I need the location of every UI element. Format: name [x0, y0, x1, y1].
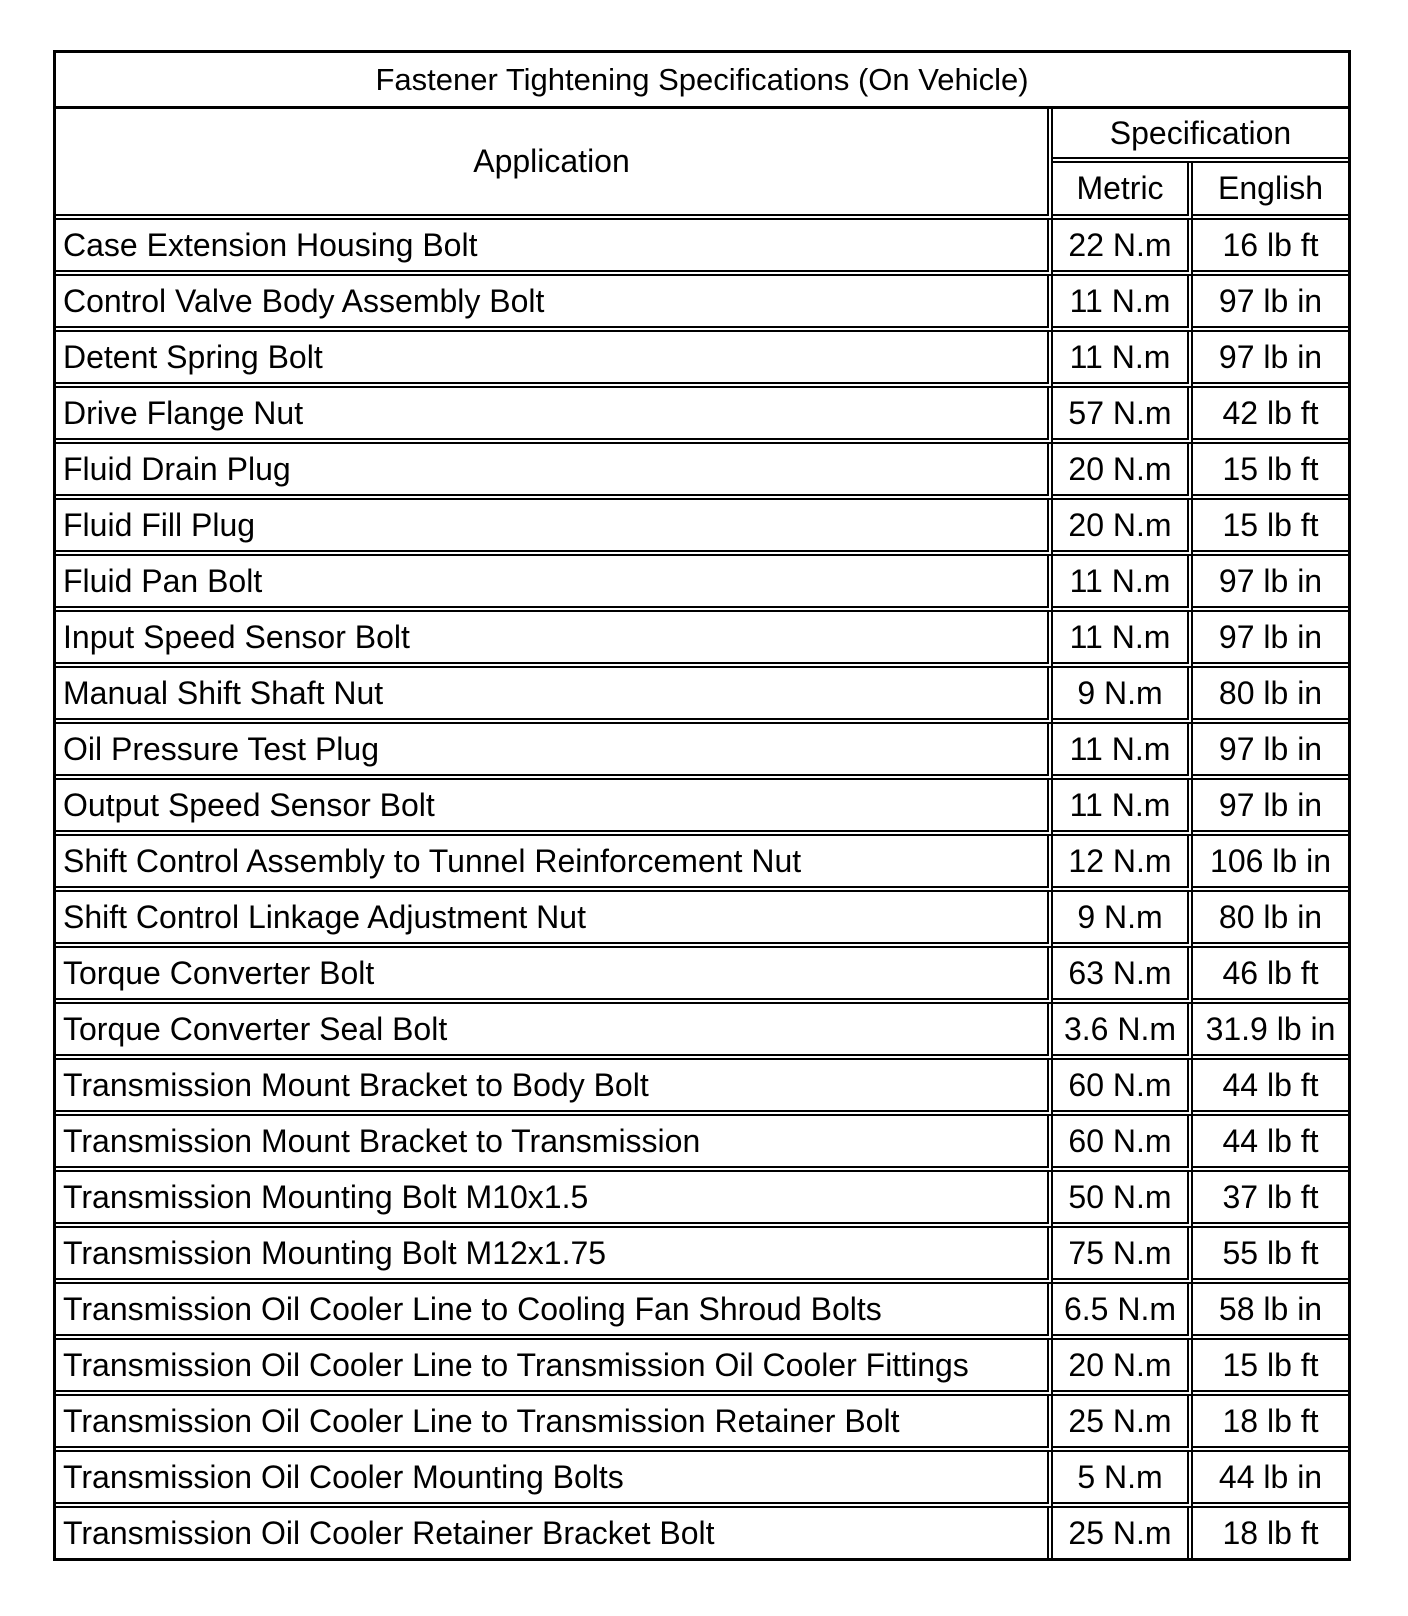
application-cell: Transmission Mount Bracket to Transmission: [56, 1116, 1053, 1172]
table-row: [56, 948, 1348, 1004]
metric-cell: 9 N.m: [1053, 668, 1193, 724]
table-row: [56, 780, 1348, 836]
english-cell: 97 lb in: [1193, 612, 1348, 668]
application-cell: Transmission Mounting Bolt M10x1.5: [56, 1172, 1053, 1228]
fastener-spec-table: [53, 50, 1351, 1561]
application-cell: Transmission Oil Cooler Line to Transmission Retainer Bolt: [56, 1396, 1053, 1452]
table-row: [56, 612, 1348, 668]
metric-cell: 11 N.m: [1053, 556, 1193, 612]
english-cell: 44 lb in: [1193, 1452, 1348, 1508]
metric-cell: 60 N.m: [1053, 1116, 1193, 1172]
metric-cell: 3.6 N.m: [1053, 1004, 1193, 1060]
application-cell: Fluid Fill Plug: [56, 500, 1053, 556]
english-cell: 15 lb ft: [1193, 1340, 1348, 1396]
application-cell: Transmission Oil Cooler Retainer Bracket Bolt: [56, 1508, 1053, 1558]
table-row: [56, 1284, 1348, 1340]
metric-cell: 25 N.m: [1053, 1508, 1193, 1558]
english-cell: 42 lb ft: [1193, 388, 1348, 444]
english-cell: 31.9 lb in: [1193, 1004, 1348, 1060]
metric-cell: 57 N.m: [1053, 388, 1193, 444]
metric-cell: 20 N.m: [1053, 1340, 1193, 1396]
table-row: [56, 1116, 1348, 1172]
application-cell: Shift Control Linkage Adjustment Nut: [56, 892, 1053, 948]
application-cell: Fluid Drain Plug: [56, 444, 1053, 500]
english-cell: 97 lb in: [1193, 780, 1348, 836]
metric-cell: 6.5 N.m: [1053, 1284, 1193, 1340]
table-row: [56, 836, 1348, 892]
metric-cell: 11 N.m: [1053, 780, 1193, 836]
table-row: [56, 332, 1348, 388]
table-row: [56, 892, 1348, 948]
english-cell: 97 lb in: [1193, 724, 1348, 780]
application-cell: Transmission Mounting Bolt M12x1.75: [56, 1228, 1053, 1284]
application-cell: Case Extension Housing Bolt: [56, 220, 1053, 276]
metric-cell: 63 N.m: [1053, 948, 1193, 1004]
english-cell: 18 lb ft: [1222, 1514, 1319, 1551]
english-cell: 55 lb ft: [1193, 1228, 1348, 1284]
metric-cell: 60 N.m: [1053, 1060, 1193, 1116]
application-cell: Drive Flange Nut: [56, 388, 1053, 444]
table-row: [56, 1228, 1348, 1284]
metric-cell: 22 N.m: [1053, 220, 1193, 276]
metric-cell: 11 N.m: [1053, 724, 1193, 780]
header-english: English: [1193, 163, 1348, 220]
application-cell: Transmission Mount Bracket to Body Bolt: [56, 1060, 1053, 1116]
english-cell: 46 lb ft: [1193, 948, 1348, 1004]
english-cell: 44 lb ft: [1193, 1116, 1348, 1172]
table-row: [56, 1508, 1348, 1558]
english-cell: 80 lb in: [1193, 668, 1348, 724]
english-cell: 97 lb in: [1193, 276, 1348, 332]
english-cell: 97 lb in: [1193, 556, 1348, 612]
metric-cell: 20 N.m: [1053, 444, 1193, 500]
table-row: [56, 1396, 1348, 1452]
metric-cell: 20 N.m: [1053, 500, 1193, 556]
english-cell: 106 lb in: [1193, 836, 1348, 892]
metric-cell: 9 N.m: [1053, 892, 1193, 948]
application-cell: Transmission Oil Cooler Mounting Bolts: [56, 1452, 1053, 1508]
table-row: [56, 500, 1348, 556]
metric-cell: 11 N.m: [1053, 612, 1193, 668]
english-cell: 80 lb in: [1193, 892, 1348, 948]
table-row: [56, 444, 1348, 500]
table-row: [56, 1340, 1348, 1396]
metric-cell: 50 N.m: [1053, 1172, 1193, 1228]
table-row: [56, 220, 1348, 276]
table-row: [56, 1004, 1348, 1060]
metric-cell: 5 N.m: [1053, 1452, 1193, 1508]
application-cell: Oil Pressure Test Plug: [56, 724, 1053, 780]
application-cell: Transmission Oil Cooler Line to Transmission Oil Cooler Fittings: [56, 1340, 1053, 1396]
english-cell: 16 lb ft: [1193, 220, 1348, 276]
application-cell: Detent Spring Bolt: [56, 332, 1053, 388]
table-body: [56, 220, 1348, 1558]
application-cell: Transmission Oil Cooler Line to Cooling Fan Shroud Bolts: [56, 1284, 1053, 1340]
table-title: Fastener Tightening Specifications (On Vehicle): [56, 53, 1348, 109]
metric-cell: 11 N.m: [1053, 276, 1193, 332]
table-row: [56, 388, 1348, 444]
metric-cell: 75 N.m: [1053, 1228, 1193, 1284]
table-row: [56, 1172, 1348, 1228]
table-row: [56, 1060, 1348, 1116]
metric-cell: 25 N.m: [1053, 1396, 1193, 1452]
english-cell: 44 lb ft: [1193, 1060, 1348, 1116]
metric-cell: 11 N.m: [1053, 332, 1193, 388]
header-specification: Specification: [1053, 109, 1348, 163]
table-row: [56, 724, 1348, 780]
application-cell: Output Speed Sensor Bolt: [56, 780, 1053, 836]
application-cell: Shift Control Assembly to Tunnel Reinforcement Nut: [56, 836, 1053, 892]
application-cell: Fluid Pan Bolt: [56, 556, 1053, 612]
application-cell: Control Valve Body Assembly Bolt: [56, 276, 1053, 332]
english-cell: 97 lb in: [1193, 332, 1348, 388]
table-row: [56, 556, 1348, 612]
english-cell: 37 lb ft: [1193, 1172, 1348, 1228]
header-application: Application: [56, 109, 1053, 220]
table-row: [56, 1452, 1348, 1508]
application-cell: Input Speed Sensor Bolt: [56, 612, 1053, 668]
header-metric: Metric: [1053, 163, 1193, 220]
table-row: [56, 668, 1348, 724]
english-cell: 15 lb ft: [1193, 444, 1348, 500]
table-row: [56, 276, 1348, 332]
application-cell: Torque Converter Bolt: [56, 948, 1053, 1004]
application-cell: Manual Shift Shaft Nut: [56, 668, 1053, 724]
application-cell: Torque Converter Seal Bolt: [56, 1004, 1053, 1060]
english-cell: 15 lb ft: [1193, 500, 1348, 556]
english-cell: 18 lb ft: [1193, 1396, 1348, 1452]
metric-cell: 12 N.m: [1053, 836, 1193, 892]
english-cell: 58 lb in: [1193, 1284, 1348, 1340]
